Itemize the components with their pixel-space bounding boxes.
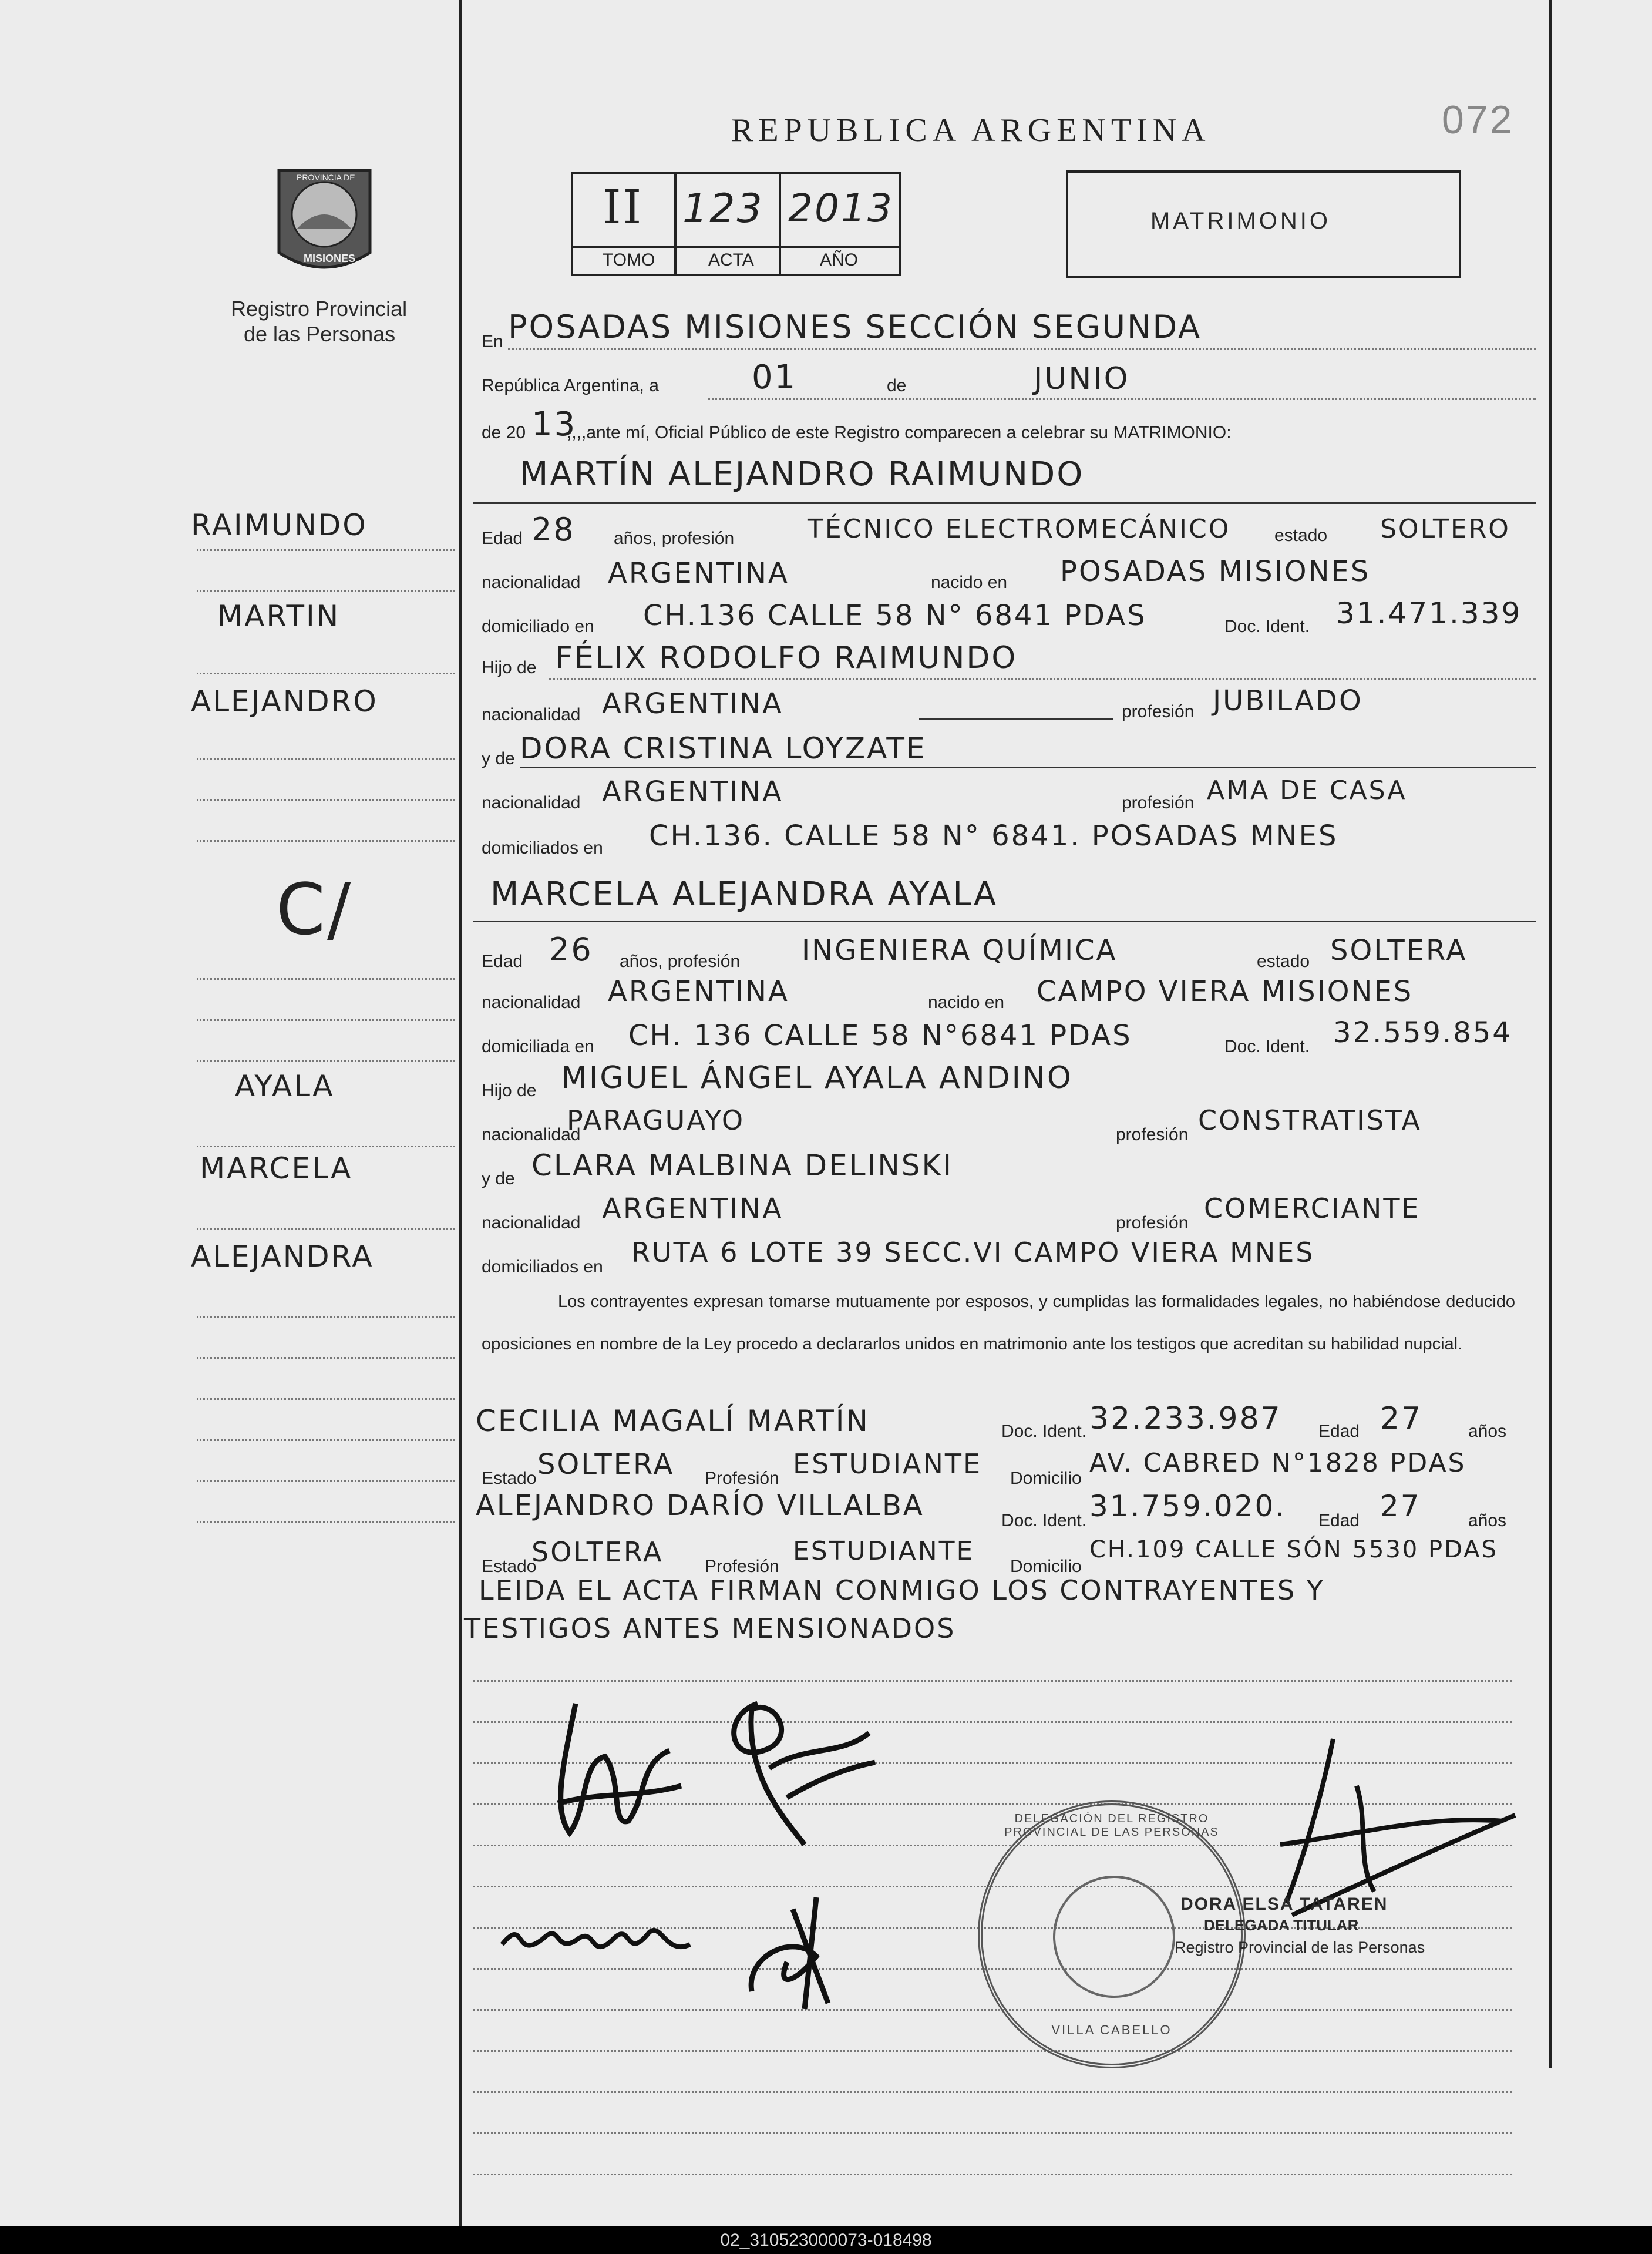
bride-father: MIGUEL ÁNGEL AYALA ANDINO [561, 1060, 1073, 1096]
signature-witness-1 [490, 1897, 702, 1980]
acta-label: ACTA [708, 250, 754, 270]
signature-groom [540, 1692, 693, 1856]
bride-mother: CLARA MALBINA DELINSKI [531, 1148, 954, 1183]
anio-label: AÑO [820, 250, 859, 270]
closing-line-2: TESTIGOS ANTES MENSIONADOS [464, 1613, 956, 1644]
groom-father-prof-label: profesión [1122, 702, 1195, 721]
appear-text: ,,,,ante mí, Oficial Público de este Registro comparecen a celebrar su MATRIMONIO: [567, 423, 1232, 442]
bride-hijo-label: Hijo de [482, 1081, 537, 1100]
right-margin-line [1549, 0, 1552, 2068]
bride-father-nat: PARAGUAYO [567, 1104, 745, 1136]
bride-doc: 32.559.854 [1333, 1016, 1512, 1049]
witness2-dom-label: Domicilio [1010, 1557, 1082, 1576]
sidebar-name-6: ALEJANDRA [191, 1239, 374, 1274]
bride-mother-prof: COMERCIANTE [1204, 1192, 1421, 1224]
witness1-doc-label: Doc. Ident. [1001, 1422, 1087, 1441]
bride-nationality: ARGENTINA [608, 975, 789, 1008]
bride-mother-nat: ARGENTINA [602, 1192, 783, 1225]
bride-nac-label: nacionalidad [482, 993, 581, 1012]
witness1-prof-label: Profesión [705, 1469, 779, 1488]
witness1-estado-label: Estado [482, 1469, 537, 1488]
officer-title: DELEGADA TITULAR [1204, 1916, 1359, 1934]
bride-address: CH. 136 CALLE 58 N°6841 PDAS [628, 1019, 1132, 1052]
signature-bride [711, 1680, 887, 1856]
bride-yde-label: y de [482, 1169, 515, 1188]
bride-father-nat-label: nacionalidad [482, 1125, 581, 1144]
en-label: En [482, 332, 503, 351]
de-label: de [887, 376, 907, 395]
bride-mother-nat-label: nacionalidad [482, 1213, 581, 1232]
groom-doc-label: Doc. Ident. [1224, 617, 1310, 636]
republica-label: República Argentina, a [482, 376, 659, 395]
sidebar-name-4: AYALA [235, 1069, 335, 1103]
witness2-estado-label: Estado [482, 1557, 537, 1576]
groom-yde-label: y de [482, 749, 515, 768]
witness2-doc: 31.759.020. [1089, 1489, 1287, 1523]
province-seal [273, 164, 376, 279]
witness1-anos-label: años [1468, 1422, 1507, 1441]
year-prefix: de 20 [482, 423, 526, 442]
tomo-value: II [603, 180, 644, 234]
groom-age: 28 [531, 511, 576, 548]
closing-line-1: LEIDA EL ACTA FIRMAN CONMIGO LOS CONTRAYENTES Y [479, 1574, 1325, 1606]
sidebar-name-2: MARTIN [217, 599, 341, 633]
place-value: POSADAS MISIONES SECCIÓN SEGUNDA [508, 308, 1202, 345]
groom-profession: TÉCNICO ELECTROMECÁNICO [808, 514, 1231, 544]
sidebar-name-1: RAIMUNDO [191, 508, 368, 542]
witness1-profession: ESTUDIANTE [793, 1448, 983, 1480]
groom-address: CH.136 CALLE 58 N° 6841 PDAS [643, 599, 1147, 632]
groom-nacido-label: nacido en [931, 573, 1008, 592]
witness1-age: 27 [1380, 1401, 1423, 1436]
bride-birthplace: CAMPO VIERA MISIONES [1037, 975, 1414, 1008]
bride-anos-label: años, profesión [620, 952, 741, 971]
bride-age: 26 [549, 931, 593, 968]
tomo-label: TOMO [603, 250, 655, 270]
groom-doc: 31.471.339 [1336, 596, 1522, 630]
bride-profession: INGENIERA QUÍMICA [802, 934, 1118, 967]
groom-nac-label: nacionalidad [482, 573, 581, 592]
month-value: JUNIO [1034, 361, 1130, 397]
declaration-text: Los contrayentes expresan tomarse mutuamente por esposos, y cumplidas las formalidades legales, no habiéndose deducido oposiciones en nombre de la Ley procedo a declararlos unidos en matrimonio ante los testigos que acreditan su habilidad nupcial. [482, 1292, 1515, 1353]
stamp-location: VILLA CABELLO [1051, 2023, 1172, 2037]
seal-top-text: PROVINCIA DE [297, 173, 355, 182]
witness1-name: CECILIA MAGALÍ MARTÍN [476, 1404, 870, 1438]
groom-doms-label: domiciliados en [482, 838, 603, 858]
witness1-edad-label: Edad [1318, 1422, 1360, 1441]
act-type-box [1066, 170, 1461, 278]
footer-id: 02_310523000073-018498 [0, 2226, 1652, 2254]
sidebar-separator: C/ [276, 869, 353, 951]
groom-father: FÉLIX RODOLFO RAIMUNDO [555, 640, 1018, 676]
anio-value: 2013 [788, 186, 894, 231]
year-suffix: 13 [531, 405, 577, 444]
groom-birthplace: POSADAS MISIONES [1060, 555, 1371, 588]
groom-mother-prof: AMA DE CASA [1207, 775, 1407, 805]
bride-doms-label: domiciliados en [482, 1257, 603, 1277]
groom-mother-nat-label: nacionalidad [482, 793, 581, 812]
page-number: 072 [1442, 98, 1514, 142]
stamp-text: DELEGACIÓN DEL REGISTRO PROVINCIAL DE LAS PERSONAS [1004, 1812, 1219, 1839]
left-margin-line [459, 0, 462, 2226]
registry-name-line2: de las Personas [244, 322, 396, 346]
witness2-address: CH.109 CALLE SÓN 5530 PDAS [1089, 1536, 1498, 1563]
witness1-address: AV. CABRED N°1828 PDAS [1089, 1448, 1466, 1478]
bride-dom-label: domiciliada en [482, 1037, 594, 1056]
sidebar-name-5: MARCELA [200, 1151, 353, 1185]
bride-estado: SOLTERA [1330, 934, 1468, 967]
officer-name: DORA ELSA TATAREN [1180, 1894, 1388, 1914]
groom-father-prof: JUBILADO [1213, 684, 1363, 717]
bride-mother-prof-label: profesión [1116, 1213, 1189, 1232]
groom-name: MARTÍN ALEJANDRO RAIMUNDO [520, 455, 1085, 493]
bride-father-prof-label: profesión [1116, 1125, 1189, 1144]
bride-estado-label: estado [1257, 952, 1310, 971]
groom-nationality: ARGENTINA [608, 557, 789, 590]
witness2-edad-label: Edad [1318, 1511, 1360, 1530]
witness1-dom-label: Domicilio [1010, 1469, 1082, 1488]
document-title: REPUBLICA ARGENTINA [731, 112, 1211, 149]
groom-parents-address: CH.136. CALLE 58 N° 6841. POSADAS MNES [649, 819, 1338, 852]
groom-hijo-label: Hijo de [482, 658, 537, 677]
official-stamp [978, 1800, 1246, 2068]
groom-estado: SOLTERO [1380, 514, 1510, 544]
groom-mother: DORA CRISTINA LOYZATE [520, 731, 927, 765]
groom-mother-prof-label: profesión [1122, 793, 1195, 812]
groom-father-nat-label: nacionalidad [482, 705, 581, 724]
groom-edad-label: Edad [482, 529, 523, 548]
witness2-doc-label: Doc. Ident. [1001, 1511, 1087, 1530]
witness2-name: ALEJANDRO DARÍO VILLALBA [476, 1489, 924, 1522]
signature-witness-2 [728, 1886, 857, 2021]
officer-office: Registro Provincial de las Personas [1175, 1939, 1425, 1956]
witness1-estado: SOLTERA [537, 1448, 675, 1481]
act-type: MATRIMONIO [1150, 208, 1331, 234]
groom-dom-label: domiciliado en [482, 617, 594, 636]
bride-edad-label: Edad [482, 952, 523, 971]
witness2-estado: SOLTERA [531, 1536, 664, 1568]
sidebar-name-3: ALEJANDRO [191, 684, 378, 718]
groom-mother-nat: ARGENTINA [602, 775, 783, 808]
seal-bottom-text: MISIONES [304, 253, 356, 264]
act-reference-box [571, 172, 901, 276]
bride-nacido-label: nacido en [928, 993, 1005, 1012]
acta-value: 123 [682, 186, 764, 232]
bride-name: MARCELA ALEJANDRA AYALA [490, 875, 998, 913]
witness2-prof-label: Profesión [705, 1557, 779, 1576]
bride-doc-label: Doc. Ident. [1224, 1037, 1310, 1056]
groom-father-nat: ARGENTINA [602, 687, 783, 720]
bride-father-prof: CONSTRATISTA [1198, 1104, 1422, 1136]
registry-name-line1: Registro Provincial [231, 297, 408, 321]
groom-anos-label: años, profesión [614, 529, 735, 548]
witness2-age: 27 [1380, 1489, 1421, 1523]
witness1-doc: 32.233.987 [1089, 1401, 1282, 1436]
witness2-profession: ESTUDIANTE [793, 1536, 975, 1566]
bride-parents-address: RUTA 6 LOTE 39 SECC.VI CAMPO VIERA MNES [631, 1237, 1315, 1268]
groom-estado-label: estado [1274, 526, 1328, 545]
day-value: 01 [752, 358, 798, 397]
witness2-anos-label: años [1468, 1511, 1507, 1530]
